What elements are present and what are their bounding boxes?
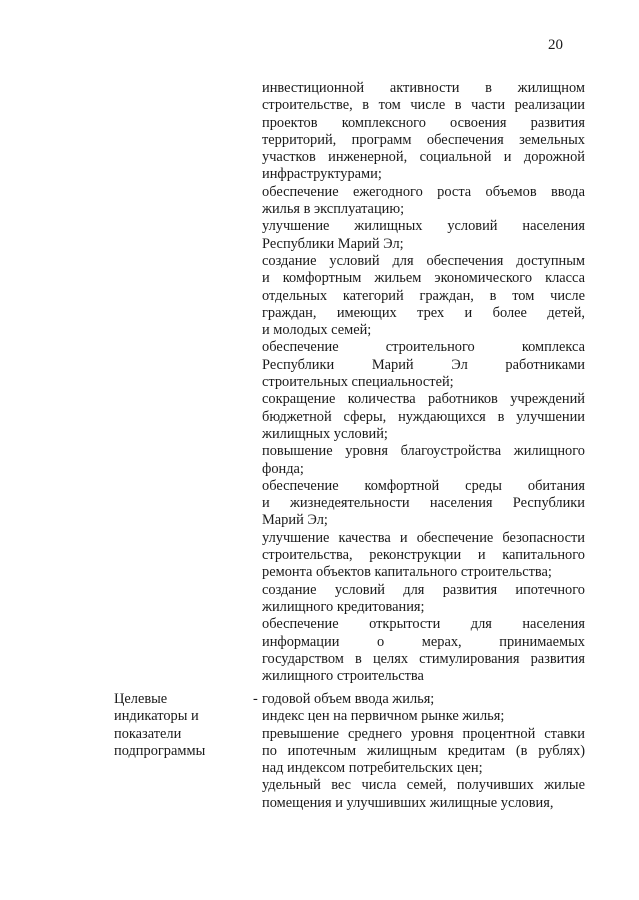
text-line: превышение среднего уровня процентной ставки — [262, 725, 585, 742]
section-label-line: индикаторы и — [114, 708, 199, 725]
text-line: обеспечение комфортной среды обитания — [262, 477, 585, 494]
text-line: проектов комплексного освоения развития — [262, 114, 585, 131]
text-line: территорий, программ обеспечения земельных — [262, 131, 585, 148]
text-line: информации о мерах, принимаемых — [262, 633, 585, 650]
text-line: жилищных условий; — [262, 425, 388, 442]
text-line: Республики Марий Эл работниками — [262, 356, 585, 373]
text-line: государством в целях стимулирования развития — [262, 650, 585, 667]
text-line: Республики Марий Эл; — [262, 235, 404, 252]
target-indicators-list — [262, 691, 585, 812]
text-line: сокращение количества работников учреждений — [262, 391, 585, 408]
text-line: инфраструктурами; — [262, 166, 382, 183]
text-line: жилищного кредитования; — [262, 598, 425, 615]
text-line: обеспечение ежегодного роста объемов ввода — [262, 183, 585, 200]
text-line: обеспечение открытости для населения — [262, 616, 585, 633]
text-line: и жизнедеятельности населения Республики — [262, 495, 585, 512]
text-line: удельный вес числа семей, получивших жилые — [262, 777, 585, 794]
section-label-line: подпрограммы — [114, 742, 206, 759]
text-line: создание условий для развития ипотечного — [262, 581, 585, 598]
section-label-line: Целевые — [114, 691, 168, 707]
text-line: жилья в эксплуатацию; — [262, 201, 405, 218]
text-line: помещения и улучшивших жилищные условия, — [262, 794, 554, 811]
section-label-line: показатели — [114, 725, 182, 742]
text-line: граждан, имеющих трех и более детей, — [262, 304, 585, 321]
text-line: годовой объем ввода жилья; — [262, 691, 435, 707]
text-line: фонда; — [262, 460, 304, 477]
text-line: и молодых семей; — [262, 322, 372, 339]
text-line: по ипотечным жилищным кредитам (в рублях) — [262, 742, 585, 759]
text-line: строительных специальностей; — [262, 374, 454, 391]
text-line: строительства, реконструкции и капитального — [262, 547, 585, 564]
text-line: создание условий для обеспечения доступным — [262, 252, 585, 269]
text-line: улучшение качества и обеспечение безопасности — [262, 529, 585, 546]
text-line: улучшение жилищных условий населения — [262, 218, 585, 235]
text-line: обеспечение строительного комплекса — [262, 339, 585, 356]
text-line: Марий Эл; — [262, 512, 328, 529]
section-dash: - — [253, 691, 258, 707]
section-label — [114, 691, 205, 760]
text-line: над индексом потребительских цен; — [262, 760, 483, 777]
page-number: 20 — [548, 37, 563, 53]
text-line: индекс цен на первичном рынке жилья; — [262, 708, 505, 725]
text-line: и комфортным жильем экономического класса — [262, 270, 585, 287]
text-line: бюджетной сферы, нуждающихся в улучшении — [262, 408, 585, 425]
text-line: инвестиционной активности в жилищном — [262, 80, 585, 96]
text-line: повышение уровня благоустройства жилищного — [262, 443, 585, 460]
program-goals-list — [262, 80, 585, 685]
text-line: строительстве, в том числе в части реализации — [262, 97, 585, 114]
text-line: жилищного строительства — [262, 668, 424, 685]
text-line: ремонта объектов капитального строительства; — [262, 564, 552, 581]
text-line: участков инженерной, социальной и дорожной — [262, 149, 585, 166]
text-line: отдельных категорий граждан, в том числе — [262, 287, 585, 304]
